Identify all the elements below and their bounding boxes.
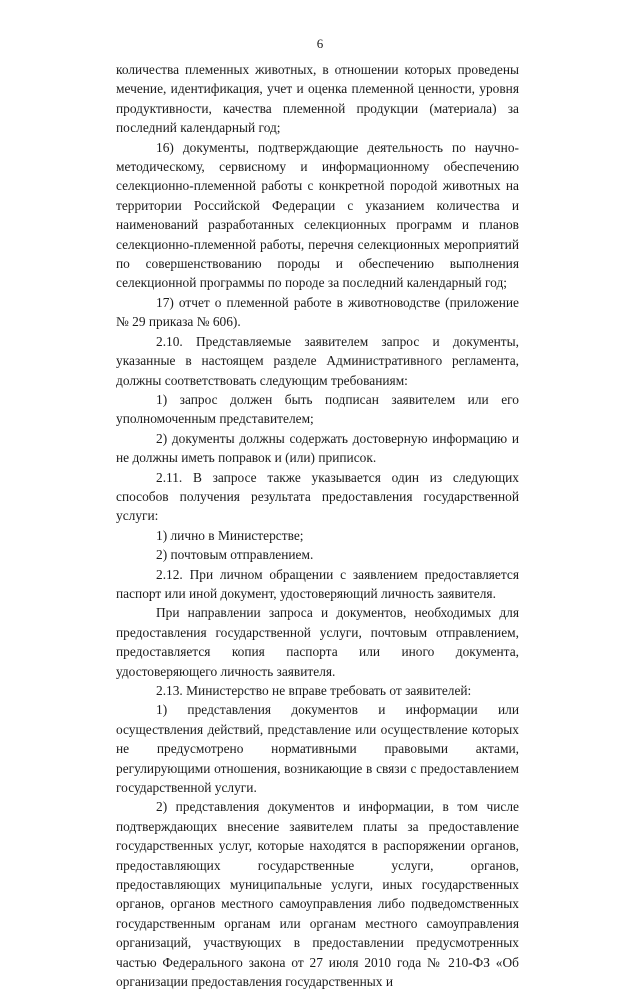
paragraph: 1) запрос должен быть подписан заявителем или его уполномоченным представителем; [116, 391, 519, 427]
paragraph: 2) документы должны содержать достоверную информацию и не должны иметь поправок и (или) приписок. [116, 430, 519, 466]
paragraph: 2.12. При личном обращении с заявлением предоставляется паспорт или иной документ, удостоверяющий личность заявителя. [116, 566, 519, 601]
paragraph: При направлении запроса и документов, необходимых для предоставления государственной услуги, почтовым отправлением, предоставляется копия паспорта или иного документа, удостоверяющего личность заявителя. [116, 605, 519, 679]
paragraph: 17) отчет о племенной работе в животноводстве (приложение № 29 приказа № 606). [116, 294, 519, 330]
paragraph: 1) лично в Министерстве; [156, 527, 304, 543]
document-body [116, 60, 519, 992]
paragraph: количества племенных животных, в отношении которых проведены мечение, идентификация, учет и оценка племенной ценности, уровня продуктивности, качества племенной продукции (материала) за последний календарный год; [116, 62, 519, 136]
paragraph: 2) представления документов и информации, в том числе подтверждающих внесение заявителем платы за предоставление государственных услуг, которые находятся в распоряжении органов, предоставляющих государственные услуги, органов, предоставляющих муниципальные услуги, иных государственных органов, органов местного самоуправления либо подведомственных государственным органам или органам местного самоуправления организаций, участвующих в предоставлении предусмотренных частью Федерального закона от 27 июля 2010 года № 210-ФЗ «Об организации предоставления государственных и [116, 799, 519, 990]
paragraph: 2) почтовым отправлением. [156, 547, 314, 563]
paragraph: 2.10. Представляемые заявителем запрос и документы, указанные в настоящем разделе Административного регламента, должны соответствовать следующим требованиям: [116, 333, 519, 388]
paragraph: 2.11. В запросе также указывается один из следующих способов получения результата предоставления государственной услуги: [116, 469, 519, 524]
paragraph: 1) представления документов и информации или осуществления действий, представление или осуществление которых не предусмотрено нормативными правовыми актами, регулирующими отношения, возникающие в связи с предоставлением государственной услуги. [116, 702, 519, 796]
page-number: 6 [316, 36, 324, 51]
paragraph: 2.13. Министерство не вправе требовать от заявителей: [156, 683, 472, 698]
paragraph: 16) документы, подтверждающие деятельность по научно-методическому, сервисному и информационному обеспечению селекционно-племенной работы с конкретной породой животных на территории Российской Федерации с указанием количества и наименований разработанных селекционных программ и планов селекционно-племенной работы, перечня селекционных мероприятий по совершенствованию породы и обеспечению выполнения селекционной программы по породе за последний календарный год; [116, 139, 519, 291]
